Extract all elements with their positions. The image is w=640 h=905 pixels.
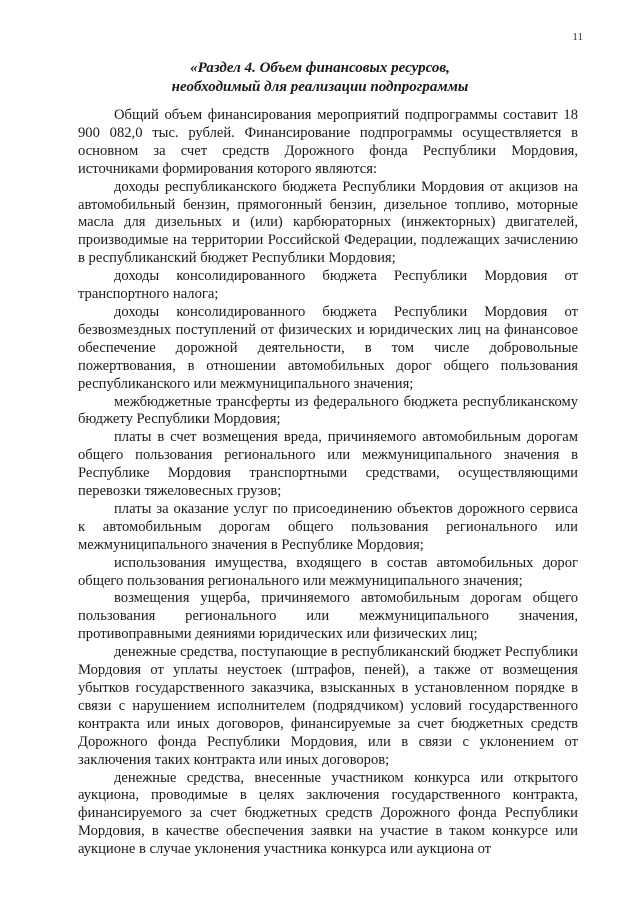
paragraph-excise-income: доходы республиканского бюджета Республики Мордовия от акцизов на автомобильный бензин, прямогонный бензин, дизельное топливо, моторные масла для дизельных и (или) карбюраторных (инжекторных) двигателей, производимые на территории Российской Федерации, подлежащих зачислению в республиканский бюджет Республики Мордовия; [78,178,578,267]
paragraph-tender-deposits: денежные средства, внесенные участником конкурса или открытого аукциона, проводимые в целях заключения государственного контракта, финансируемого за счет бюджетных средств Дорожного фонда Республики Мордовия, в качестве обеспечения заявки на участие в таком конкурсе или аукционе в случае уклонения участника конкурса или аукциона от [78,769,578,858]
section-title-line-1: «Раздел 4. Объем финансовых ресурсов, [190,60,450,76]
paragraph-property-use: использования имущества, входящего в состав автомобильных дорог общего пользования регионального или межмуниципального значения; [78,554,578,589]
paragraph-interbudget-transfers: межбюджетные трансферты из федерального бюджета республиканскому бюджету Республики Мордовия; [78,393,578,428]
paragraph-road-service-fees: платы за оказание услуг по присоединению объектов дорожного сервиса к автомобильным дорогам общего пользования регионального или межмуниципального значения в Республике Мордовия; [78,500,578,553]
paragraph-gratuitous-receipts: доходы консолидированного бюджета Республики Мордовия от безвозмездных поступлений от физических и юридических лиц на финансовое обеспечение дорожной деятельности, в том числе добровольные пожертвования, в отношении автомобильных дорог общего пользования республиканского или межмуниципального значения; [78,303,578,392]
page-number: 11 [572,31,583,43]
paragraph-penalties: денежные средства, поступающие в республиканский бюджет Республики Мордовия от уплаты неустоек (штрафов, пеней), а также от возмещения убытков государственного заказчика, взысканных в установленном порядке в связи с нарушением исполнителем (подрядчиком) условий государственного контракта или иных договоров, финансируемые за счет бюджетных средств Дорожного фонда Республики Мордовия, или в связи с уклонением от заключения таких контракта или иных договоров; [78,644,578,768]
section-title-line-2: необходимый для реализации подпрограммы [171,79,469,95]
paragraph-heavy-cargo-fees: платы в счет возмещения вреда, причиняемого автомобильным дорогам общего пользования регионального или межмуниципального значения в Республике Мордовия транспортными средствами, осуществляющими перевозки тяжеловесных грузов; [78,429,578,500]
document-body [78,107,578,859]
paragraph-total-funding: Общий объем финансирования мероприятий подпрограммы составит 18 900 082,0 тыс. рублей. Финансирование подпрограммы осуществляется в основном за счет средств Дорожного фонда Республики Мордовия, источниками формирования которого являются: [78,107,578,177]
paragraph-damage-compensation: возмещения ущерба, причиняемого автомобильным дорогам общего пользования регионального или межмуниципального значения, противоправными деяниями юридических или физических лиц; [78,590,578,643]
section-title [0,59,640,97]
paragraph-transport-tax: доходы консолидированного бюджета Республики Мордовия от транспортного налога; [78,268,578,303]
